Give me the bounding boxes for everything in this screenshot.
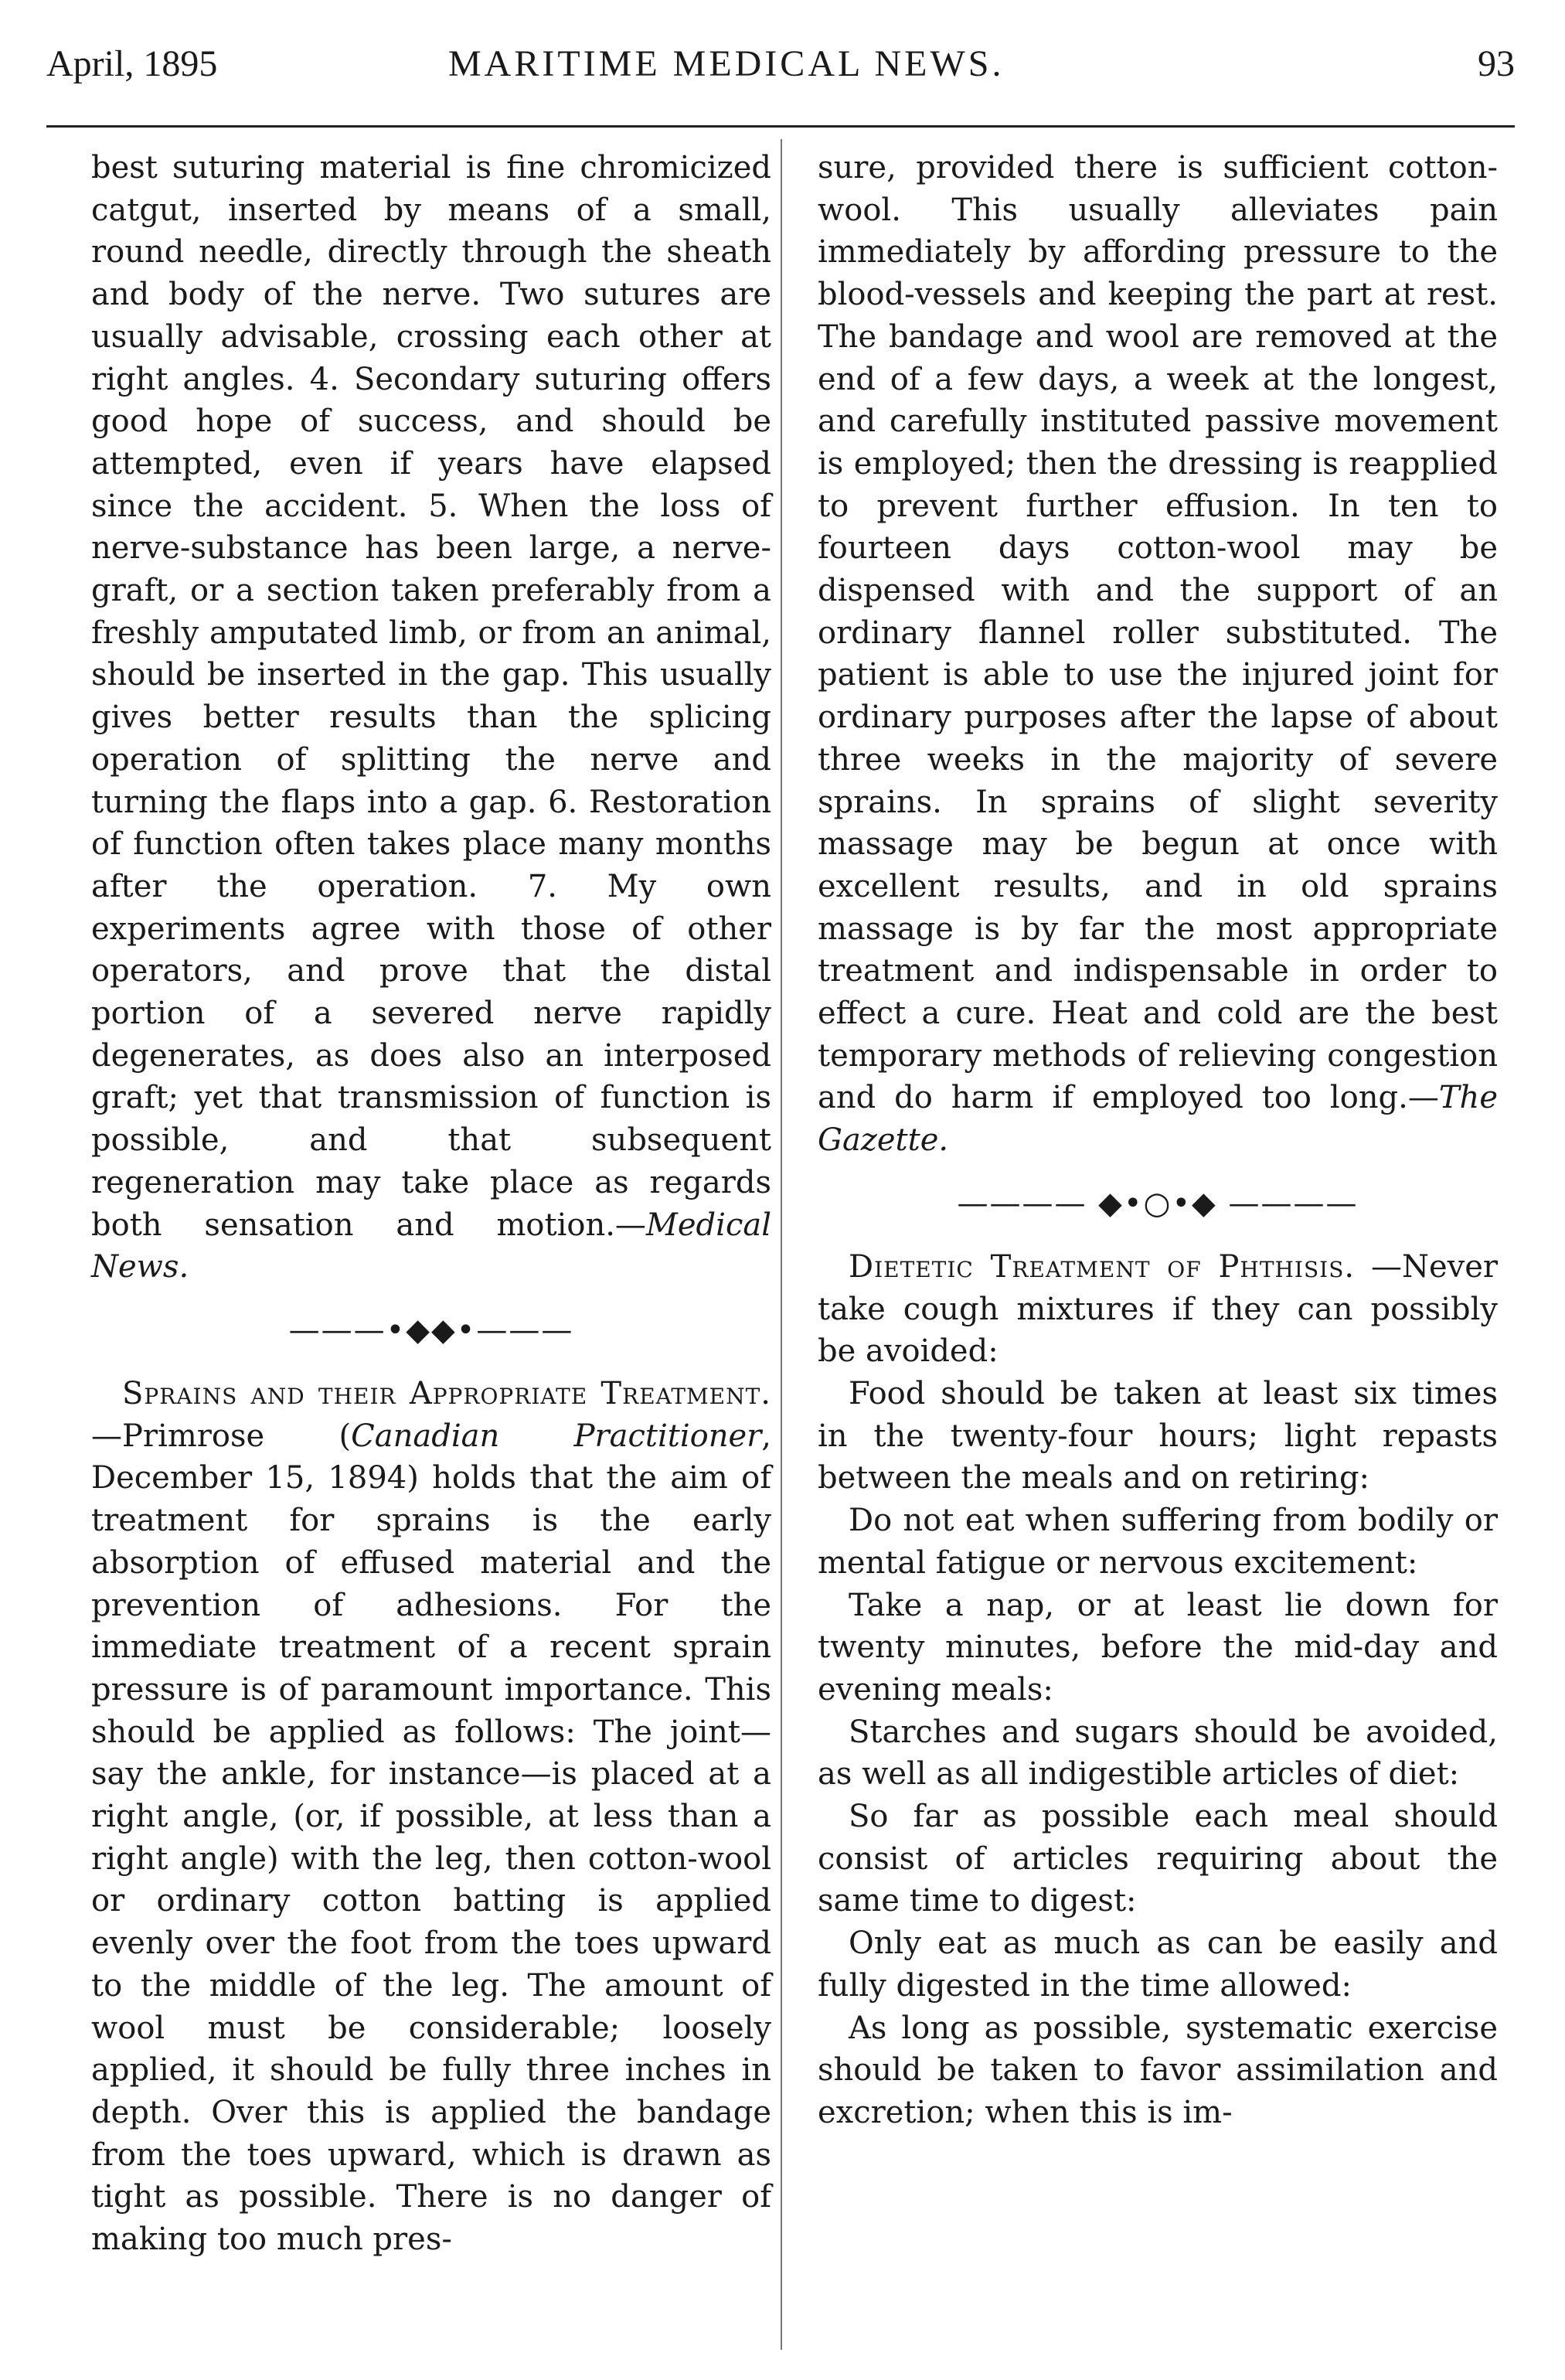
phthisis-paragraph: Do not eat when suffering from bodily or mental fatigue or nervous excitement:: [818, 1503, 1498, 1581]
page-header: [46, 29, 1530, 99]
left-continuation-source: Medical News.: [91, 1207, 771, 1285]
right-continuation-paragraph: [818, 147, 1498, 1162]
page-number: 93: [1478, 43, 1515, 84]
phthisis-article: [818, 1246, 1498, 1373]
phthisis-title: Dietetic Treatment of Phthisis.: [849, 1248, 1356, 1285]
right-continuation-text: sure, provided there is sufficient cotton-wool. This usually alleviates pain immediately by affording pressure to the blood-vessels and keeping the part at rest. The bandage and wool are removed at the end of a few days, a week at the longest, and carefully instituted passive movement is employed; then the dressing is reapplied to prevent further effusion. In ten to fourteen days cotton-wool may be dispensed with and the support of an ordinary flannel roller substituted. The patient is able to use the injured joint for ordinary purposes after the lapse of about three weeks in the majority of severe sprains. In sprains of slight severity massage may be begun at once with excellent results, and in old sprains massage is by far the most appropriate treatment and indispensable in order to effect a cure. Heat and cold are the best temporary methods of relieving congestion and do harm if employed too long.—: [818, 150, 1498, 1116]
left-column: [91, 147, 771, 2261]
sprains-body: , December 15, 1894) holds that the aim of treatment for sprains is the early absorption of effused material and the prevention of adhesions. For the immediate treatment of a recent sprain pressure is of paramount importance. This should be applied as follows: The joint—say the ankle, for instance—is placed at a right angle, (or, if possible, at less than a right angle) with the leg, then cotton-wool or ordinary cotton batting is applied evenly over the foot from the toes upward to the middle of the leg. The amount of wool must be considerable; loosely applied, it should be fully three inches in depth. Over this is applied the bandage from the toes upward, which is drawn as tight as possible. There is no danger of making too much pres-: [91, 1418, 771, 2258]
left-continuation-paragraph: [91, 147, 771, 1289]
sprains-intro: —Primrose (: [91, 1418, 352, 1454]
column-divider: [781, 139, 782, 2350]
phthisis-paragraph: Only eat as much as can be easily and fully digested in the time allowed:: [818, 1925, 1498, 2004]
header-rule: [46, 125, 1515, 128]
phthisis-paragraph: Take a nap, or at least lie down for twenty minutes, before the mid-day and evening meals:: [818, 1587, 1498, 1708]
phthisis-paragraph: Starches and sugars should be avoided, as well as all indigestible articles of diet:: [818, 1714, 1498, 1793]
sprains-title: Sprains and their Appropriate Treatment.: [122, 1375, 771, 1411]
left-continuation-text: best suturing material is fine chromicized catgut, inserted by means of a small, round needle, directly through the sheath and body of the nerve. Two sutures are usually advisable, crossing each other at right angles. 4. Secondary suturing offers good hope of success, and should be attempted, even if years have elapsed since the accident. 5. When the loss of nerve-substance has been large, a nerve-graft, or a section taken preferably from a freshly amputated limb, or from an animal, should be inserted in the gap. This usually gives better results than the splicing operation of splitting the nerve and turning the flaps into a gap. 6. Restoration of function often takes place many months after the operation. 7. My own experiments agree with those of other operators, and prove that the distal portion of a severed nerve rapidly degenerates, as does also an interposed graft; yet that transmission of function is possible, and that subsequent regeneration may take place as regards both sensation and motion.—: [91, 150, 771, 1243]
issue-date: April, 1895: [46, 43, 218, 84]
left-ornament: ———•◆◆•———: [288, 1313, 574, 1349]
right-ornament: ———— ◆•○•◆ ————: [957, 1186, 1359, 1222]
right-column: [818, 147, 1498, 2134]
phthisis-paragraph: As long as possible, systematic exercise should be taken to favor assimilation and excretion; when this is im-: [818, 2010, 1498, 2130]
journal-title: MARITIME MEDICAL NEWS.: [448, 43, 1005, 84]
phthisis-paragraph: Food should be taken at least six times in the twenty-four hours; light repasts between the meals and on retiring:: [818, 1375, 1498, 1496]
phthisis-paragraph-0: —Never take cough mixtures if they can possibly be avoided:: [818, 1248, 1498, 1370]
right-continuation-source: The Gazette.: [818, 1080, 1498, 1159]
sprains-article: [91, 1373, 771, 2261]
phthisis-paragraph: So far as possible each meal should consist of articles requiring about the same time to digest:: [818, 1799, 1498, 1919]
sprains-source: Canadian Practitioner: [351, 1418, 762, 1454]
